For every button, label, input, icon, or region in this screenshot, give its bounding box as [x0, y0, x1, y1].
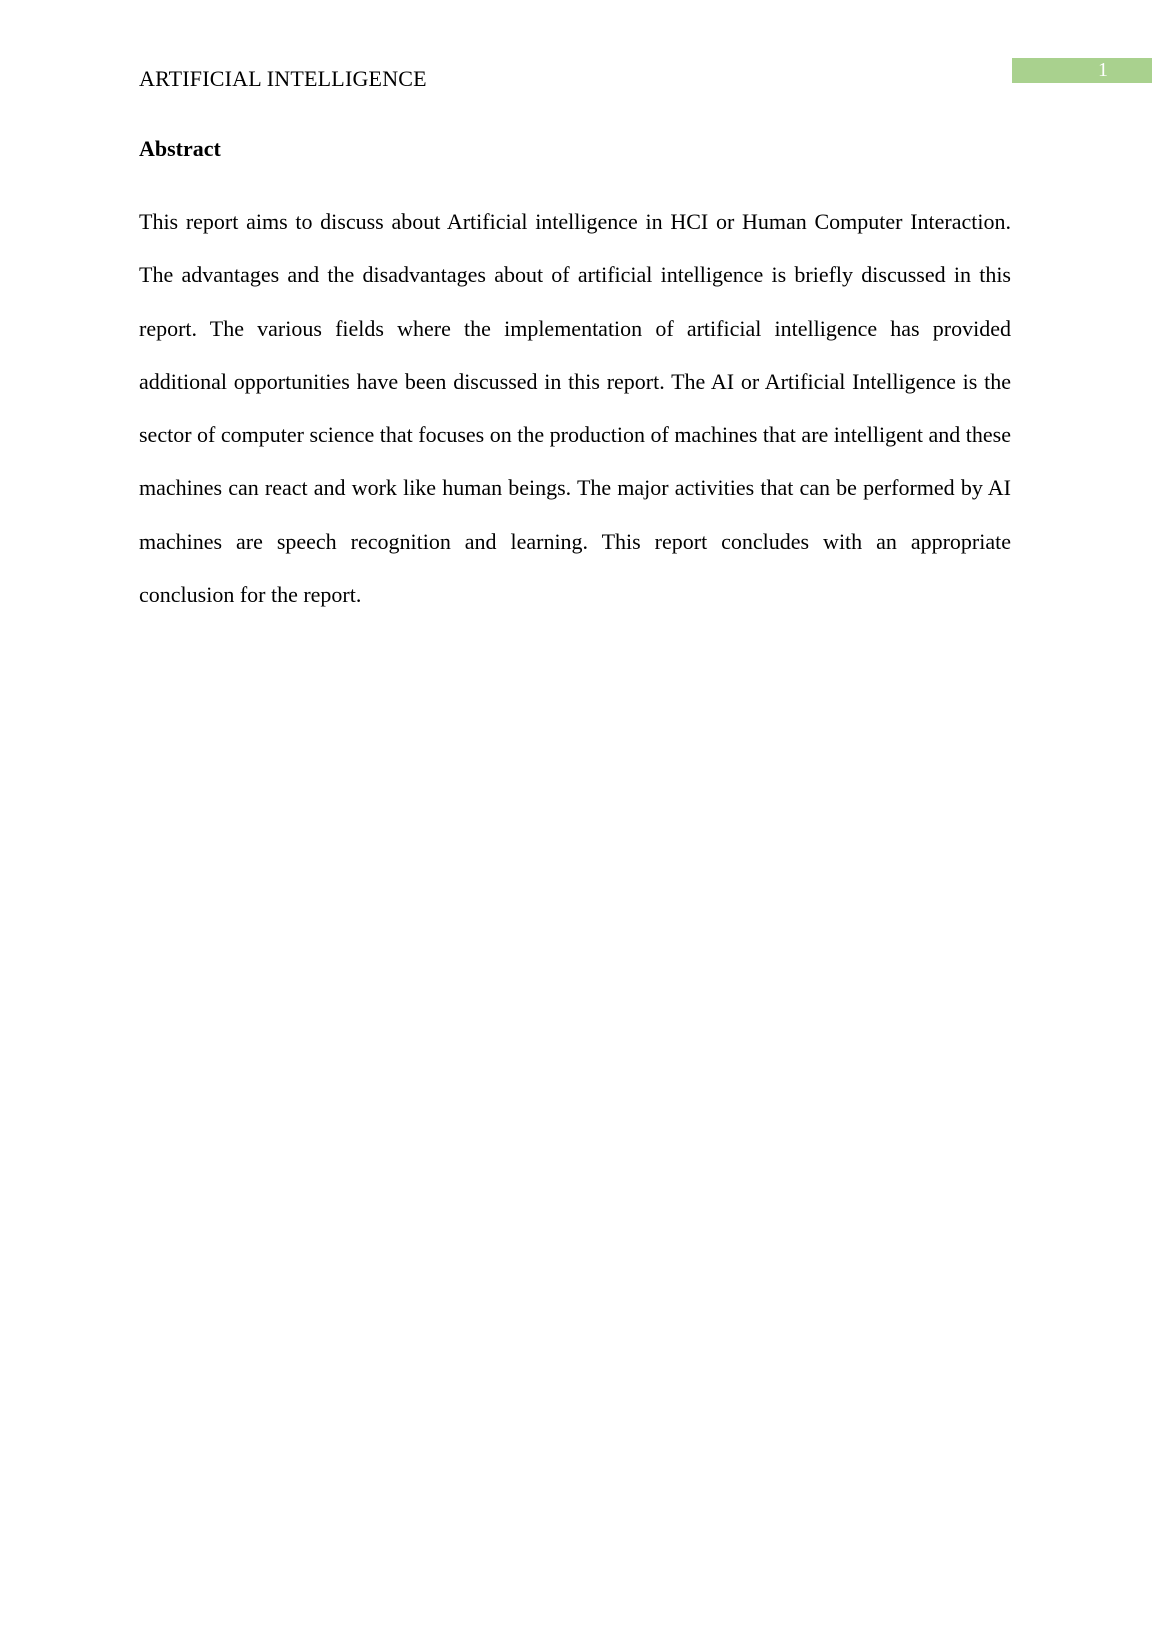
page-number-badge — [1012, 58, 1152, 83]
page-number: 1 — [1098, 59, 1108, 81]
abstract-paragraph: This report aims to discuss about Artificial intelligence in HCI or Human Computer Interaction. The advantages and the disadvantages about of artificial intelligence is briefly discussed in this report. The various fields where the implementation of artificial intelligence has provided additional opportunities have been discussed in this report. The AI or Artificial Intelligence is the sector of computer science that focuses on the production of machines that are intelligent and these machines can react and work like human beings. The major activities that can be performed by AI machines are speech recognition and learning. This report concludes with an appropriate conclusion for the report. — [139, 209, 1011, 608]
running-head-title: ARTIFICIAL INTELLIGENCE — [139, 66, 427, 91]
abstract-heading: Abstract — [139, 136, 221, 161]
